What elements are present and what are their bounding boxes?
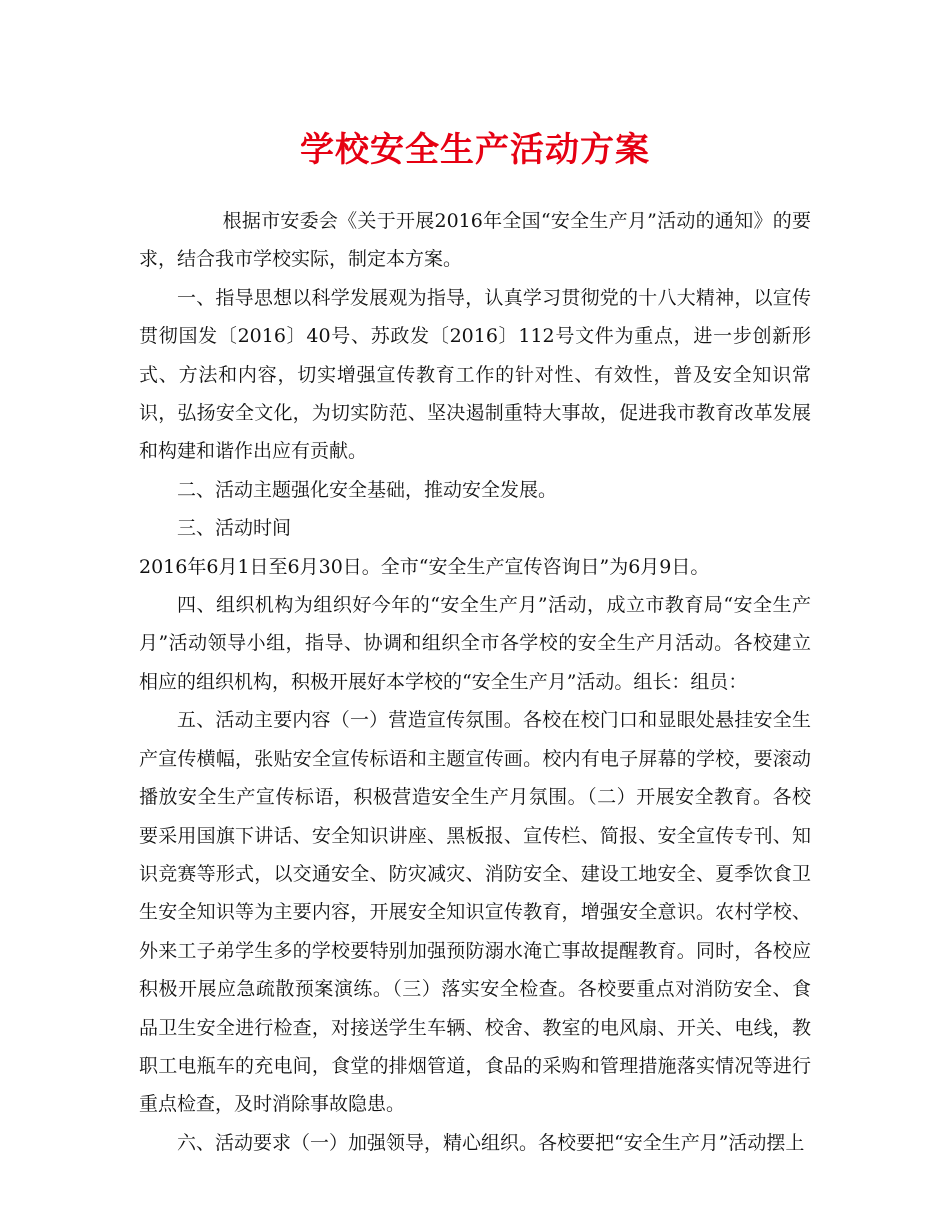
- paragraph-activity-theme: 二、活动主题强化安全基础，推动安全发展。: [177, 478, 558, 501]
- paragraph-intro: 根据市安委会《关于开展2016年全国“安全生产月”活动的通知》的要求，结合我市学校实际，制定本方案。: [139, 210, 811, 271]
- paragraph-requirements: 六、活动要求（一）加强领导，精心组织。各校要把“安全生产月”活动摆上: [177, 1131, 805, 1154]
- paragraph-guiding-ideology: 一、指导思想以科学发展观为指导，认真学习贯彻党的十八大精神，以宣传贯彻国发〔2016〕40号、苏政发〔2016〕112号文件为重点，进一步创新形式、方法和内容，切实增强宣传教育工作的针对性、有效性，普及安全知识常识，弘扬安全文化，为切实防范、坚决遏制重特大事故，促进我市教育改革发展和构建和谐作出应有贡献。: [139, 286, 811, 463]
- paragraph-main-content: 五、活动主要内容（一）营造宣传氛围。各校在校门口和显眼处悬挂安全生产宣传横幅，张贴安全宣传标语和主题宣传画。校内有电子屏幕的学校，要滚动播放安全生产宣传标语，积极营造安全生产月氛围。（二）开展安全教育。各校要采用国旗下讲话、安全知识讲座、黑板报、宣传栏、简报、安全宣传专刊、知识竞赛等形式，以交通安全、防灾减灾、消防安全、建设工地安全、夏季饮食卫生安全知识等为主要内容，开展安全知识宣传教育，增强安全意识。农村学校、外来工子弟学生多的学校要特别加强预防溺水淹亡事故提醒教育。同时，各校应积极开展应急疏散预案演练。（三）落实安全检查。各校要重点对消防安全、食品卫生安全进行检查，对接送学生车辆、校舍、教室的电风扇、开关、电线，教职工电瓶车的充电间，食堂的排烟管道，食品的采购和管理措施落实情况等进行重点检查，及时消除事故隐患。: [139, 709, 811, 1116]
- paragraph-activity-time: 2016年6月1日至6月30日。全市“安全生产宣传咨询日”为6月9日。: [139, 555, 710, 578]
- document-title: 学校安全生产活动方案: [300, 130, 650, 170]
- paragraph-activity-time-heading: 三、活动时间: [177, 517, 292, 540]
- paragraph-organization: 四、组织机构为组织好今年的“安全生产月”活动，成立市教育局“安全生产月”活动领导小组，指导、协调和组织全市各学校的安全生产月活动。各校建立相应的组织机构，积极开展好本学校的“安全生产月”活动。组长：组员：: [139, 594, 811, 693]
- document-body: [139, 202, 811, 1162]
